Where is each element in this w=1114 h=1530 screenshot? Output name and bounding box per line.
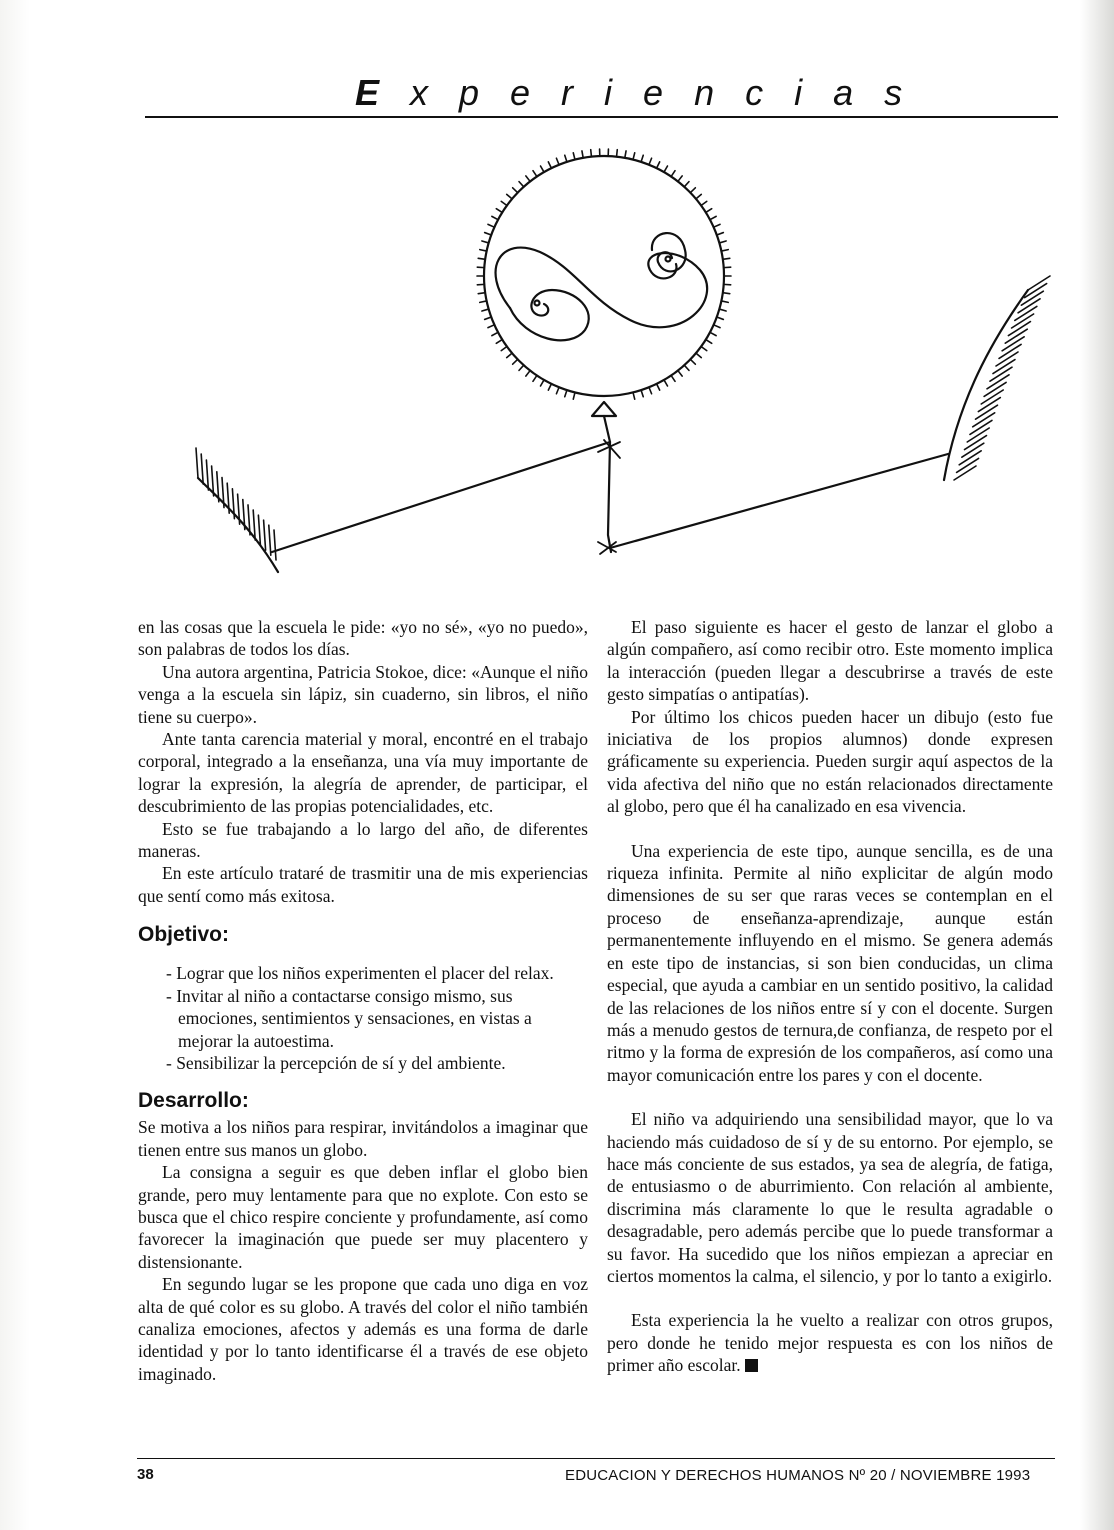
fringe-tick [478, 258, 485, 259]
fringe-tick [625, 151, 626, 158]
hatch-line [196, 448, 198, 478]
fringe-tick [533, 171, 537, 177]
section-header [355, 72, 934, 114]
fringe-tick [556, 387, 559, 393]
hatch-line [238, 494, 240, 524]
fringe-tick [706, 340, 712, 344]
fringe-tick [501, 201, 507, 205]
fringe-tick [533, 375, 537, 381]
hatch-line [274, 530, 276, 560]
hatch-line [269, 525, 271, 555]
fringe-tick [485, 233, 492, 235]
fringe-tick [492, 332, 498, 335]
fringe-tick [723, 258, 730, 259]
paragraph: En este artículo trataré de trasmitir una de mis experiencias que sentí como más exitosa. [138, 863, 588, 906]
balloon-knot [592, 402, 616, 416]
paragraph: El paso siguiente es hacer el gesto de lanzar el globo a algún compañero, así como recibir otro. Este momento implica la interacción (pueden llegar a descubrirse a través de este gesto simpatías o antipatías). [607, 617, 1053, 705]
fringe-tick [617, 150, 618, 157]
fringe-tick [565, 155, 567, 162]
fringe-tick [556, 158, 559, 164]
list-item: - Invitar al niño a contactarse consigo mismo, sus emociones, sentimientos y sensaciones, en vistas a mejorar la autoestima. [166, 985, 532, 1051]
paragraph: Por último los chicos pueden hacer un dibujo (esto fue iniciativa de los propios alumnos) donde expresen gráficamente su experiencia. Pueden surgir aquí aspectos de la vida afectiva del niño que no están relacionados directamente al globo, pero que él ha canalizado en esa vivencia. [607, 706, 1053, 817]
fringe-tick [719, 309, 726, 311]
fringe-tick [480, 301, 487, 302]
section-header-initial: E [355, 72, 411, 113]
paragraph-final-text: Esta experiencia la he vuelto a realizar con otros grupos, pero donde he tenido mejor respuesta es con los niños de primer año escolar. [607, 1310, 1053, 1376]
hatch-line [957, 458, 979, 472]
hatch-line [264, 520, 266, 550]
paragraph: Ante tanta carencia material y moral, encontré en el trabajo corporal, integrado a la enseñanza, una vía muy importante de lograr la expresión, la alegría de aprender, de participar, el descubrimiento de las propias potencialidades, etc. [138, 729, 588, 817]
hatch-line [227, 483, 229, 513]
fringe-tick [480, 250, 487, 251]
left-wall [198, 478, 278, 572]
fringe-tick [684, 365, 689, 370]
balloon-string [604, 416, 611, 552]
fringe-tick [710, 216, 716, 219]
fringe-tick [478, 293, 485, 294]
paragraph: Se motiva a los niños para respirar, invitándolos a imaginar que tienen entre sus manos un globo. [138, 1117, 588, 1160]
fringe-tick [706, 209, 712, 213]
fringe-tick [591, 150, 592, 157]
paragraph: en las cosas que la escuela le pide: «yo no sé», «yo no puedo», son palabras de todos los días. [138, 617, 588, 660]
fringe-tick [548, 162, 551, 168]
fringe-tick [696, 353, 701, 357]
list-item: - Sensibilizar la percepción de sí y del ambiente. [166, 1052, 506, 1073]
fringe-tick [513, 188, 518, 193]
fringe-tick [721, 250, 728, 251]
fringe-tick [526, 371, 530, 377]
right-wall [944, 290, 1028, 480]
fringe-tick [485, 317, 492, 319]
balloon-swirl-upper [652, 233, 686, 271]
fringe-tick [671, 171, 675, 177]
fringe-tick [633, 392, 635, 399]
fringe-tick [657, 384, 660, 390]
paragraph: Esto se fue trabajando a lo largo del año, de diferentes maneras. [138, 818, 588, 862]
fringe-tick [721, 301, 728, 302]
section-header-rest: xperiencias [410, 72, 934, 113]
fringe-tick [690, 188, 695, 193]
spacer [607, 1086, 1053, 1108]
fringe-tick [678, 371, 682, 377]
spacer [607, 1287, 1053, 1309]
paragraph: Una experiencia de este tipo, aunque sencilla, es de una riqueza infinita. Permite al niño explicitar de algún modo dimensiones de su ser que raras veces se contemplan en el proceso de enseñanza-aprendizaje, aunque están permanentemente influyendo en el mismo. Se genera además en este tipo de instancias, si son bien conducidas, un clima especial, que ayuda a cambiar en un sentido positivo, la calidad de las relaciones de los niños entre sí y con el docente. Surgen más a menudo gestos de ternura,de confianza, de respeto por el ritmo y la forma de expresión de los compañeros, así como una mayor comunicación entre los pares y con el docente. [607, 840, 1053, 1085]
fringe-tick [582, 151, 583, 158]
fringe-tick [496, 209, 502, 213]
fringe-tick [714, 325, 720, 328]
balloon-circle [484, 156, 724, 396]
hatch-line [258, 515, 260, 545]
fringe-tick [696, 194, 701, 198]
end-of-article-icon [745, 1359, 758, 1372]
balloon-illustration [180, 140, 1060, 600]
fringe-tick [664, 166, 668, 172]
balloon-fringe [477, 149, 731, 399]
fringe-tick [573, 153, 575, 160]
fringe-tick [714, 224, 720, 227]
fringe-tick [526, 176, 530, 182]
fringe-tick [678, 176, 682, 182]
footer-rule [137, 1458, 1055, 1459]
fringe-tick [649, 158, 652, 164]
fringe-tick [482, 309, 489, 311]
fringe-tick [513, 359, 518, 364]
fringe-tick [573, 392, 575, 399]
fringe-tick [671, 375, 675, 381]
fringe-tick [701, 347, 707, 351]
fringe-tick [488, 224, 494, 227]
rope-left [272, 442, 610, 552]
fringe-tick [690, 359, 695, 364]
page-number: 38 [137, 1466, 154, 1483]
fringe-tick [501, 347, 507, 351]
publication-footer: EDUCACION Y DERECHOS HUMANOS Nº 20 / NOVIEMBRE 1993 [565, 1467, 1031, 1484]
right-column [607, 616, 1053, 1377]
hatch-line [232, 489, 234, 519]
paragraph-final [607, 1309, 1053, 1376]
rope-right [610, 454, 948, 548]
fringe-tick [548, 384, 551, 390]
fringe-tick [541, 380, 545, 386]
spacer [607, 818, 1053, 840]
header-rule [145, 116, 1058, 118]
fringe-tick [641, 155, 643, 162]
objetivo-heading: Objetivo: [138, 923, 230, 947]
fringe-tick [717, 317, 724, 319]
paragraph: La consigna a seguir es que deben inflar el globo bien grande, pero muy lentamente para que no explote. Con esto se busca que el chico respire conciente y profundamente, así como favorecer la imaginación que puede ser muy placentero y distensionante. [138, 1162, 588, 1272]
fringe-tick [717, 233, 724, 235]
list-item: - Lograr que los niños experimenten el placer del relax. [166, 963, 554, 984]
fringe-tick [541, 166, 545, 172]
objetivos-list [138, 962, 588, 1074]
hatch-line [964, 436, 986, 450]
hatch-line [201, 454, 203, 484]
fringe-tick [723, 293, 730, 294]
fringe-tick [633, 153, 635, 160]
paragraph: En segundo lugar se les propone que cada uno diga en voz alta de qué color es su globo. A través del color el niño también canaliza emociones, afectos y además es una forma de darle identidad y por lo tanto identificarse él a través de ese objeto imaginado. [138, 1274, 588, 1384]
balloon-swirl [496, 248, 708, 328]
desarrollo-heading: Desarrollo: [138, 1089, 249, 1113]
fringe-tick [719, 241, 726, 243]
fringe-tick [684, 182, 689, 187]
balloon-swirl-lower [510, 290, 589, 340]
hatch-line [959, 451, 981, 465]
hatch-line [954, 466, 976, 480]
right-wall-hatching [954, 276, 1050, 480]
fringe-tick [649, 387, 652, 393]
left-column [138, 616, 588, 1385]
fringe-tick [496, 340, 502, 344]
fringe-tick [507, 194, 512, 198]
fringe-tick [701, 201, 707, 205]
fringe-tick [657, 162, 660, 168]
fringe-tick [519, 182, 524, 187]
fringe-tick [519, 365, 524, 370]
fringe-tick [507, 353, 512, 357]
fringe-tick [482, 241, 489, 243]
paragraph: Una autora argentina, Patricia Stokoe, dice: «Aunque el niño venga a la escuela sin lápiz, sin cuaderno, sin libros, el niño tiene su cuerpo». [138, 661, 588, 727]
hatch-line [962, 443, 984, 457]
fringe-tick [565, 390, 567, 397]
paragraph: El niño va adquiriendo una sensibilidad mayor, que lo va haciendo más cuidadoso de sí y de su entorno. Por ejemplo, se hace más conciente de sus estados, ya sea de alegría, de fatiga, de entusiasmo o de aburrimiento. Con relación al ambiente, discrimina más claramente lo que le resulta agradable o desagradable, pero además percibe que lo puede transformar a su favor. Ha sucedido que los niños empiezan a apreciar en ciertos momentos la calma, el silencio, y por lo tanto a exigirlo. [607, 1109, 1053, 1286]
left-wall-hatching [196, 448, 276, 560]
fringe-tick [641, 390, 643, 397]
hatch-line [967, 428, 989, 442]
fringe-tick [492, 216, 498, 219]
fringe-tick [488, 325, 494, 328]
fringe-tick [710, 332, 716, 335]
fringe-tick [664, 380, 668, 386]
